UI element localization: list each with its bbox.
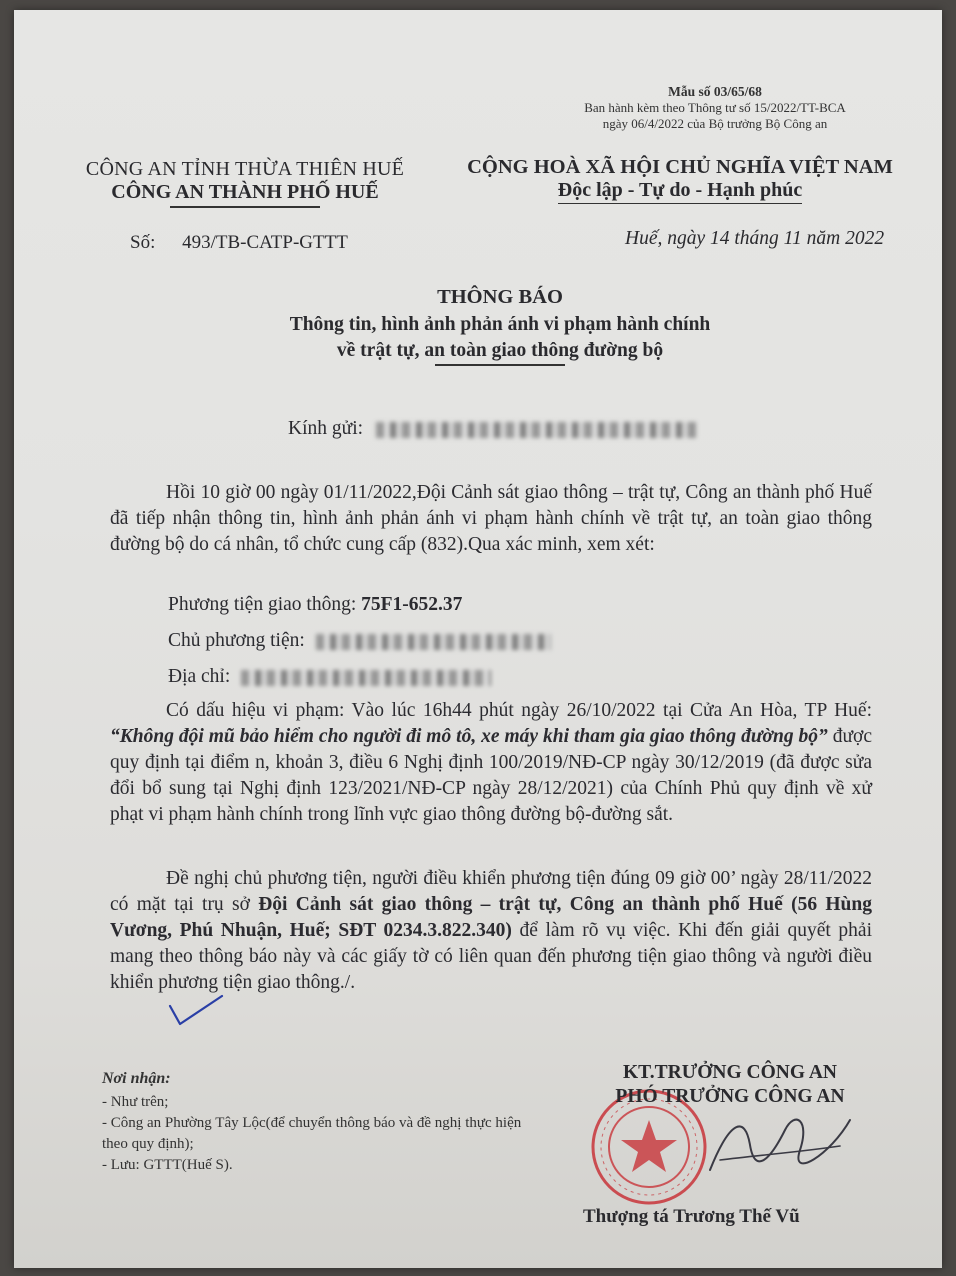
recipient-label: Kính gửi:	[288, 418, 364, 439]
nation-header	[450, 156, 910, 204]
violation-rest: được quy định tại điểm n, khoản 3, điều 6 Nghị định 100/2019/NĐ-CP ngày 30/12/2019 (đã được sửa đổi bổ sung tại Nghị định 123/2021/NĐ-CP ngày 28/12/2021) của Chính Phủ quy định về xử phạt vi phạm hành chính trong lĩnh vực giao thông đường bộ-đường sắt.	[110, 726, 873, 825]
vehicle-label: Phương tiện giao thông:	[168, 594, 357, 615]
signer-name: Thượng tá Trương Thế Vũ	[583, 1206, 800, 1227]
paragraph-received	[110, 480, 872, 558]
agency-underline	[170, 206, 320, 208]
request-part2: để làm rõ vụ việc. Khi đến giải quyết phải mang theo thông báo này và các giấy tờ có liên quan đến phương tiện giao thông và người điều khiển phương tiện giao thông./.	[110, 920, 872, 993]
document-number: 493/TB-CATP-GTTT	[182, 232, 348, 253]
notice-title-block	[230, 286, 770, 366]
receivers-title: Nơi nhận:	[102, 1070, 171, 1087]
recipient-row	[288, 416, 696, 442]
agency-line1: CÔNG AN TỈNH THỪA THIÊN HUẾ	[85, 158, 405, 180]
title-underline	[435, 364, 565, 366]
receivers-block	[102, 1068, 522, 1176]
paragraph-request	[110, 866, 872, 996]
request-office: Đội Cảnh sát giao thông – trật tự, Công an thành phố Huế (56 Hùng Vương, Phú Nhuận, Huế; SĐT 0234.3.822.340)	[110, 894, 872, 941]
redacted-recipient	[376, 422, 696, 438]
document-number-row	[130, 232, 348, 254]
paragraph-received-text: Hồi 10 giờ 00 ngày 01/11/2022,Đội Cảnh sát giao thông – trật tự, Công an thành phố Huế đã tiếp nhận thông tin, hình ảnh phản ánh vi phạm hành chính về trật tự, an toàn giao thông đường bộ do cá nhân, tổ chức cung cấp (832).Qua xác minh, xem xét:	[110, 482, 872, 555]
signature-title-1: KT.TRƯỞNG CÔNG AN	[623, 1062, 837, 1083]
form-issued-with: Ban hành kèm theo Thông tư số 15/2022/TT-BCA	[584, 100, 846, 115]
request-part1: Đề nghị chủ phương tiện, người điều khiển phương tiện đúng 09 giờ 00’ ngày 28/11/2022 có mặt tại trụ sở	[110, 868, 872, 915]
redacted-owner	[316, 634, 551, 650]
vehicle-plate: 75F1-652.37	[361, 594, 463, 615]
violation-quote: “Không đội mũ bảo hiểm cho người đi mô tô, xe máy khi tham gia giao thông đường bộ”	[110, 726, 828, 747]
nation-line1: CỘNG HOÀ XÃ HỘI CHỦ NGHĨA VIỆT NAM	[467, 156, 893, 178]
paragraph-violation	[110, 698, 872, 828]
nation-motto: Độc lập - Tự do - Hạnh phúc	[558, 179, 802, 204]
agency-header	[60, 158, 430, 208]
notice-title: THÔNG BÁO	[437, 286, 563, 308]
redacted-address	[241, 670, 491, 686]
checkmark-icon	[160, 990, 230, 1030]
notice-subtitle-1: Thông tin, hình ảnh phản ánh vi phạm hành chính	[289, 314, 711, 335]
owner-row	[168, 628, 551, 654]
violation-lead: Có dấu hiệu vi phạm: Vào lúc 16h44 phút ngày 26/10/2022 tại Cửa An Hòa, TP Huế:	[166, 700, 872, 721]
address-label: Địa chỉ:	[168, 666, 231, 687]
form-issued-date: ngày 06/4/2022 của Bộ trưởng Bộ Công an	[602, 116, 828, 131]
document-number-label: Số:	[130, 232, 156, 253]
receiver-item: - Như trên;	[102, 1094, 169, 1110]
place-date: Huế, ngày 14 tháng 11 năm 2022	[625, 228, 885, 249]
owner-label: Chủ phương tiện:	[168, 630, 305, 651]
form-note	[530, 84, 900, 132]
agency-line2: CÔNG AN THÀNH PHỐ HUẾ	[111, 181, 379, 203]
vehicle-row	[168, 592, 462, 618]
address-row	[168, 664, 491, 690]
notice-subtitle-2: về trật tự, an toàn giao thông đường bộ	[336, 340, 664, 361]
handwritten-signature	[690, 1100, 860, 1195]
receiver-item: - Lưu: GTTT(Huế S).	[102, 1157, 233, 1173]
signature-title-2: PHÓ TRƯỞNG CÔNG AN	[615, 1086, 845, 1107]
form-number: Mẫu số 03/65/68	[668, 84, 762, 99]
receiver-item: - Công an Phường Tây Lộc(để chuyển thông báo và đề nghị thực hiện theo quy định);	[102, 1115, 522, 1152]
